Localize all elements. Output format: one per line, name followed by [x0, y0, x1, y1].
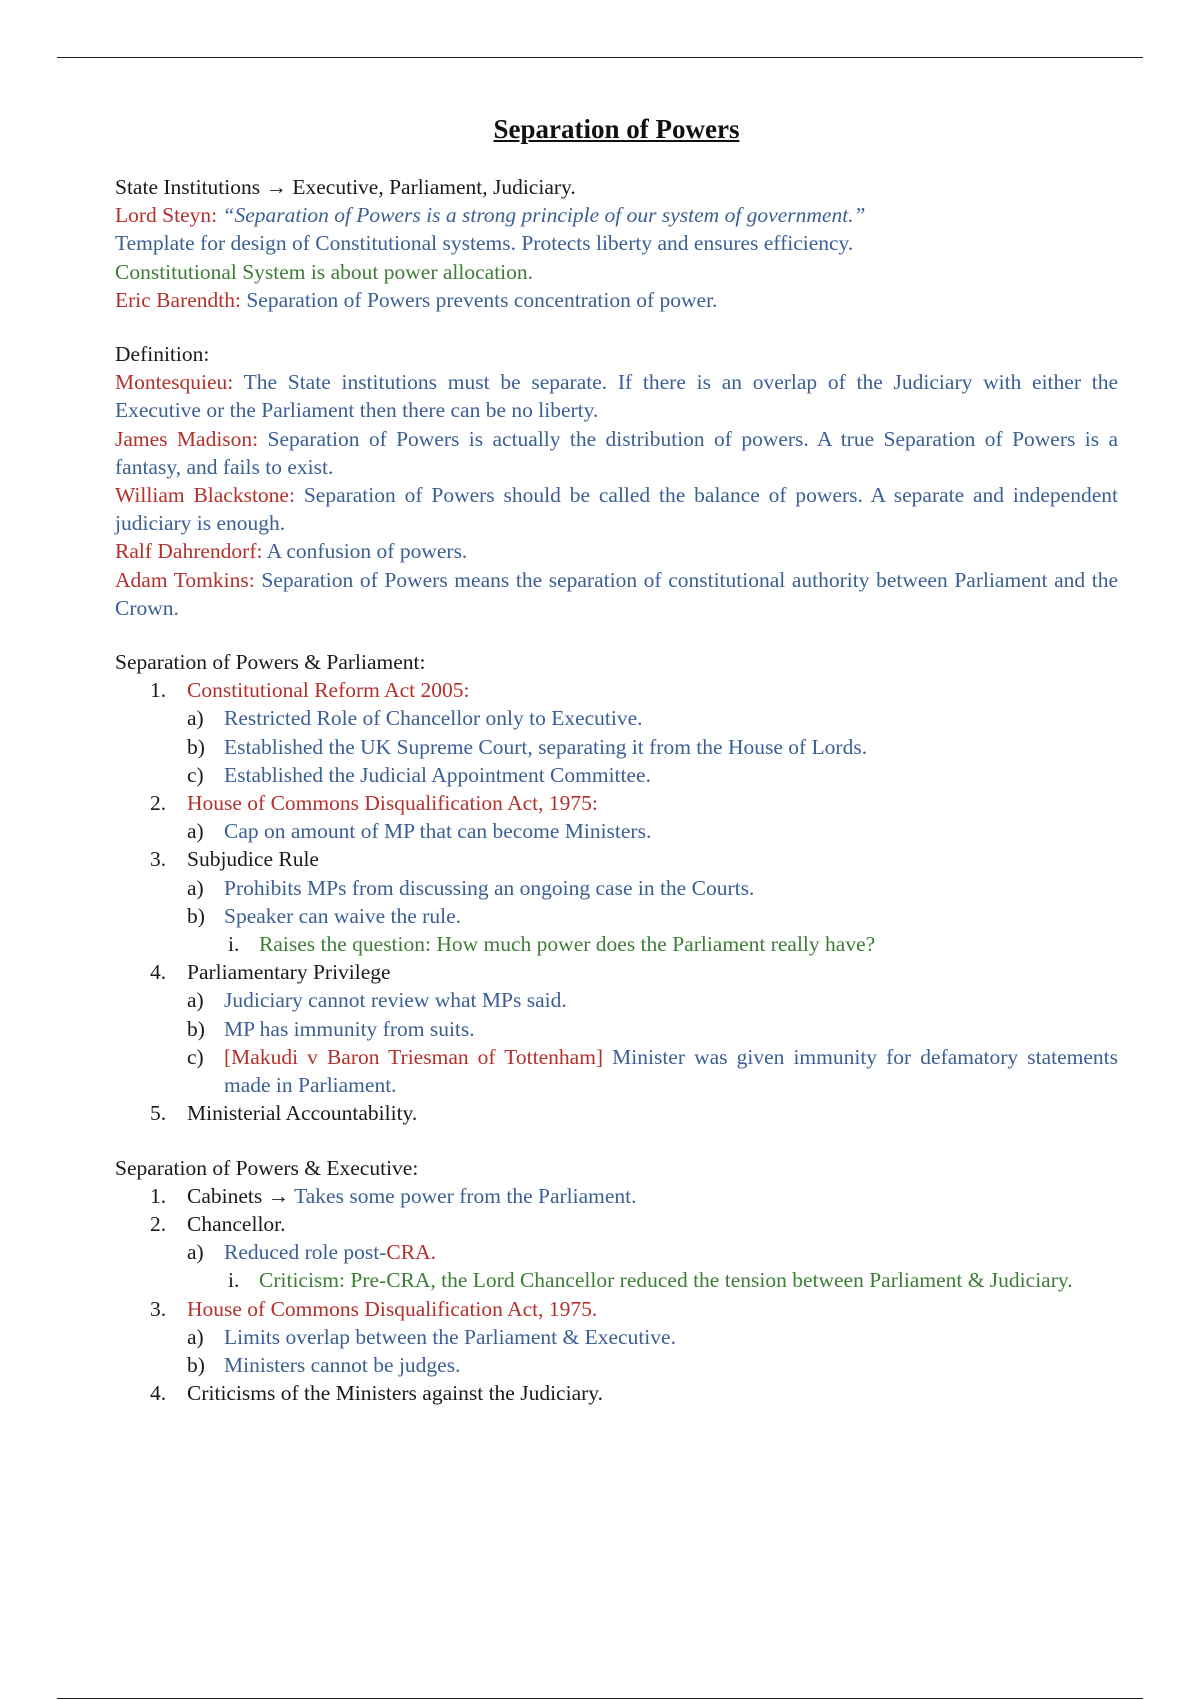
bottom-rule	[57, 1698, 1143, 1699]
list-item: 1. Constitutional Reform Act 2005:	[150, 678, 470, 703]
list-item: 4. Criticisms of the Ministers against the Judiciary.	[150, 1381, 603, 1406]
list-item: a) Judiciary cannot review what MPs said.	[187, 988, 567, 1013]
executive-heading: Separation of Powers & Executive:	[115, 1155, 419, 1180]
list-item: 4. Parliamentary Privilege	[150, 960, 391, 985]
page-title: Separation of Powers	[493, 114, 740, 144]
arrow-icon: →	[267, 1183, 290, 1208]
list-item: a) Cap on amount of MP that can become Ministers.	[187, 819, 652, 844]
barendth-line: Eric Barendth: Separation of Powers prevents concentration of power.	[115, 287, 718, 312]
parliament-heading: Separation of Powers & Parliament:	[115, 650, 426, 675]
list-item: 5. Ministerial Accountability.	[150, 1101, 418, 1126]
list-item: 1. Cabinets → Takes some power from the Parliament.	[150, 1183, 637, 1208]
document-body	[115, 173, 1118, 1407]
list-item: 2. House of Commons Disqualification Act, 1975:	[150, 791, 598, 816]
arrow-icon: →	[265, 175, 287, 199]
madison-entry: James Madison: Separation of Powers is actually the distribution of powers. A true Separation of Powers is a fantasy, and fails to exist.	[115, 426, 1118, 479]
montesquieu-entry: Montesquieu: The State institutions must be separate. If there is an overlap of the Judiciary with either the Executive or the Parliament then there can be no liberty.	[115, 370, 1118, 423]
top-rule	[57, 57, 1143, 58]
list-item: 3. House of Commons Disqualification Act, 1975.	[150, 1296, 598, 1321]
list-item: a) Limits overlap between the Parliament & Executive.	[187, 1324, 676, 1349]
template-line: Template for design of Constitutional systems. Protects liberty and ensures efficiency.	[115, 231, 854, 256]
tomkins-entry: Adam Tomkins: Separation of Powers means the separation of constitutional authority between Parliament and the Crown.	[115, 567, 1119, 620]
definition-heading: Definition:	[115, 342, 210, 367]
list-item: i. Criticism: Pre-CRA, the Lord Chancellor reduced the tension between Parliament & Judiciary.	[228, 1268, 1073, 1293]
state-institutions-line: State Institutions → Executive, Parliament, Judiciary.	[115, 175, 576, 199]
list-item: b) Ministers cannot be judges.	[187, 1352, 461, 1377]
list-item: 3. Subjudice Rule	[150, 847, 319, 872]
list-item: a) Reduced role post-CRA.	[187, 1240, 436, 1265]
blackstone-entry: William Blackstone: Separation of Powers should be called the balance of powers. A separate and independent judiciary is enough.	[115, 483, 1118, 536]
dahrendorf-entry: Ralf Dahrendorf: A confusion of powers.	[115, 539, 468, 564]
list-item: c) [Makudi v Baron Triesman of Tottenham] Minister was given immunity for defamatory statements made in Parliament.	[187, 1044, 1118, 1098]
list-item: b) Speaker can waive the rule.	[187, 903, 461, 928]
list-item: a) Restricted Role of Chancellor only to Executive.	[187, 706, 643, 731]
list-item: c) Established the Judicial Appointment Committee.	[187, 762, 651, 787]
list-item: b) MP has immunity from suits.	[187, 1016, 475, 1041]
list-item: a) Prohibits MPs from discussing an ongoing case in the Courts.	[187, 875, 755, 900]
list-item: i. Raises the question: How much power does the Parliament really have?	[228, 932, 876, 957]
list-item: b) Established the UK Supreme Court, separating it from the House of Lords.	[187, 734, 868, 759]
steyn-line: Lord Steyn: “Separation of Powers is a strong principle of our system of government.”	[115, 203, 866, 228]
list-item: 2. Chancellor.	[150, 1211, 286, 1236]
case-citation: [Makudi v Baron Triesman of Tottenham]	[224, 1044, 604, 1069]
power-allocation-line: Constitutional System is about power allocation.	[115, 259, 534, 284]
